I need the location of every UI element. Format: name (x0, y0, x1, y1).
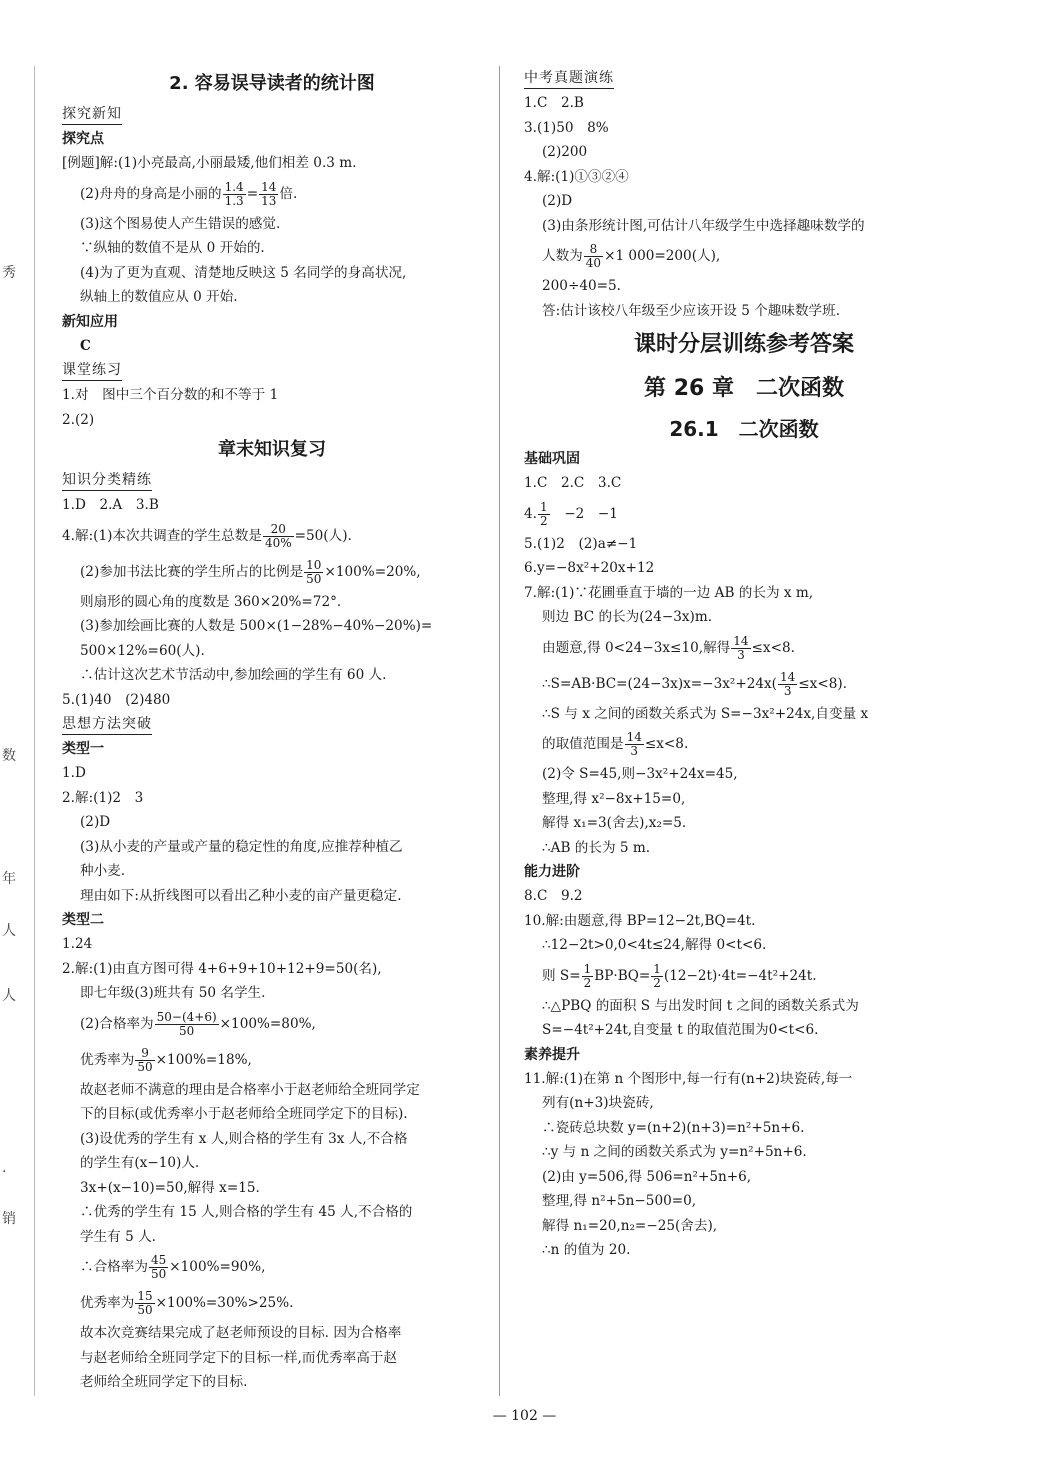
answer-line: 的学生有(x−10)人. (80, 1155, 200, 1171)
answer-line: (2)D (80, 814, 111, 830)
answer-line: 4.解:(1)本次共调查的学生总数是 $\frac{20}{40\%}$ =50(人). (62, 521, 352, 550)
margin-char: 人 (2, 988, 16, 1004)
answer-line: 2.(2) (62, 411, 95, 428)
answer-line: 1.24 (62, 936, 93, 952)
answer-line: 500×12%=60(人). (80, 642, 205, 659)
answer-line: 1.C 2.B (524, 95, 584, 111)
answer-line: 老师给全班同学定下的目标. (80, 1374, 248, 1390)
column-divider (499, 66, 500, 1396)
answer-line: (3)由条形统计图,可估计八年级学生中选择趣味数学的 (542, 217, 865, 234)
margin-char: 年 (2, 871, 16, 887)
answer-line: [例题]解:(1)小亮最高,小丽最矮,他们相差 0.3 m. (62, 155, 357, 171)
margin-char: 人 (2, 923, 16, 939)
answer-line: (2)令 S=45,则−3x²+24x=45, (542, 766, 738, 782)
left-margin-rule (34, 66, 35, 1396)
fraction: $\frac{8}{40}$ (585, 242, 602, 270)
answer-line: 下的目标(或优秀率小于赵老师给全班同学定下的目标). (80, 1106, 408, 1122)
answer-line: 8.C 9.2 (524, 888, 583, 904)
answer-line: (3)从小麦的产量或产量的稳定性的角度,应推荐种植乙 (80, 838, 403, 855)
margin-char: 秀 (2, 265, 16, 281)
answer-line: 学生有 5 人. (80, 1228, 156, 1245)
answer-line: 3.(1)50 8% (524, 119, 609, 136)
answer-line: 1.D (62, 765, 86, 781)
answer-line: 3x+(x−10)=50,解得 x=15. (80, 1179, 260, 1196)
answer-line: 1.C 2.C 3.C (524, 475, 622, 491)
advance-label: 能力进阶 (524, 864, 580, 880)
answer-line: (3)参加绘画比赛的人数是 500×(1−28%−40%−20%)= (80, 618, 433, 634)
answer-line: ∴估计这次艺术节活动中,参加绘画的学生有 60 人. (80, 667, 387, 683)
answer-line: 故本次竞赛结果完成了赵老师预设的目标. 因为合格率 (80, 1325, 402, 1341)
answer-line: (2)合格率为 $\frac{50-(4+6)}{50}$ ×100%=80%, (80, 1009, 316, 1038)
answer-line: C (80, 337, 91, 354)
exam-label: 中考真题演练 (524, 68, 614, 89)
answer-line: (2)由 y=506,得 506=n²+5n+6, (542, 1168, 752, 1185)
answer-line: 1.对 图中三个百分数的和不等于 1 (62, 387, 279, 403)
answer-line: 解得 n₁=20,n₂=−25(舍去), (542, 1217, 718, 1234)
answer-line: 列有(n+3)块瓷砖, (542, 1095, 654, 1111)
answer-line: 则扇形的圆心角的度数是 360×20%=72°. (80, 593, 342, 610)
answer-line: 则边 BC 的长为(24−3x)m. (542, 609, 713, 625)
answer-line: ∴合格率为 $\frac{45}{50}$ ×100%=90%, (80, 1253, 266, 1281)
answer-line: 优秀率为 $\frac{15}{50}$ ×100%=30%>25%. (80, 1289, 294, 1317)
fraction: $\frac{14}{3}$ (626, 730, 642, 758)
answer-line: ∴n 的值为 20. (542, 1242, 631, 1258)
class-practice-label: 课堂练习 (62, 360, 122, 381)
answer-line: 纵轴上的数值应从 0 开始. (80, 289, 238, 305)
answer-line: 理由如下:从折线图可以看出乙种小麦的亩产量更稳定. (80, 887, 402, 904)
fraction: $\frac{14}{3}$ (780, 669, 796, 698)
answer-line: S=−4t²+24t,自变量 t 的取值范围为0<t<6. (542, 1022, 819, 1038)
answer-line: 种小麦. (80, 863, 126, 879)
knowledge-label: 知识分类精练 (62, 470, 152, 491)
answer-line: 4.解:(1)①③②④ (524, 168, 629, 185)
fraction: $\frac{1}{2}$ (653, 961, 661, 990)
page-number: — 102 — (492, 1408, 557, 1424)
basic-label: 基础巩固 (524, 451, 580, 467)
answer-line: 7.解:(1)∵花圃垂直于墙的一边 AB 的长为 x m, (524, 584, 814, 601)
answer-line: 2.解:(1)2 3 (62, 789, 144, 806)
type1-label: 类型一 (62, 741, 104, 757)
answer-line: ∴y 与 n 之间的函数关系式为 y=n²+5n+6. (542, 1144, 807, 1160)
fraction: $\frac{45}{50}$ (150, 1253, 167, 1281)
answer-line: ∴12−2t>0,0<4t≤24,解得 0<t<6. (542, 937, 767, 953)
fraction: $\frac{10}{50}$ (306, 557, 322, 586)
answer-line: 解得 x₁=3(舍去),x₂=5. (542, 815, 687, 831)
answer-line: 答:估计该校八年级至少应该开设 5 个趣味数学班. (542, 302, 841, 319)
big-title: 课时分层训练参考答案 (633, 332, 854, 357)
answer-line: 则 S= $\frac{1}{2}$ BP·BQ= $\frac{1}{2}$ (12−2t)·4t=−4t²+24t. (542, 961, 817, 990)
answer-line: ∴瓷砖总块数 y=(n+2)(n+3)=n²+5n+6. (542, 1119, 805, 1136)
answer-line: 4. $\frac{1}{2}$ −2 −1 (524, 499, 618, 528)
fraction: $\frac{1.4}{1.3}$ (224, 179, 244, 208)
answer-line: 2.解:(1)由直方图可得 4+6+9+10+12+9=50(名), (62, 960, 382, 977)
answer-line: (2)200 (542, 144, 588, 160)
fraction: $\frac{9}{50}$ (137, 1045, 153, 1074)
fraction: $\frac{1}{2}$ (539, 499, 548, 528)
answer-line: ∴AB 的长为 5 m. (542, 839, 651, 856)
answer-line: 的取值范围是 $\frac{14}{3}$ ≤x<8. (542, 730, 689, 758)
new-apply-label: 新知应用 (62, 313, 118, 330)
fraction: $\frac{20}{40\%}$ (264, 521, 292, 550)
fraction: $\frac{14}{13}$ (261, 179, 277, 208)
answer-line: 与赵老师给全班同学定下的目标一样,而优秀率高于赵 (80, 1349, 397, 1366)
method-label: 思想方法突破 (62, 714, 152, 735)
answer-line: 整理,得 n²+5n−500=0, (542, 1193, 697, 1209)
answer-line: 故赵老师不满意的理由是合格率小于赵老师给全班同学定 (80, 1081, 420, 1098)
answer-line: 整理,得 x²−8x+15=0, (542, 790, 686, 807)
answer-line: 10.解:由题意,得 BP=12−2t,BQ=4t. (524, 912, 756, 929)
type2-label: 类型二 (62, 912, 104, 928)
explore-point: 探究点 (62, 131, 104, 147)
section-title: 2. 容易误导读者的统计图 (169, 73, 375, 94)
answer-line: ∴△PBQ 的面积 S 与出发时间 t 之间的函数关系式为 (542, 997, 859, 1014)
left-column (62, 66, 482, 1395)
answer-line: 由题意,得 0<24−3x≤10,解得 $\frac{14}{3}$ ≤x<8. (542, 633, 795, 662)
margin-char: 数 (2, 748, 16, 764)
explore-label: 探究新知 (62, 104, 122, 125)
answer-line: 优秀率为 $\frac{9}{50}$ ×100%=18%, (80, 1045, 252, 1074)
answer-line: 11.解:(1)在第 n 个图形中,每一行有(n+2)块瓷砖,每一 (524, 1070, 853, 1087)
review-title: 章末知识复习 (218, 439, 326, 460)
answer-line: ∵纵轴的数值不是从 0 开始的. (80, 240, 265, 256)
answer-line: 5.(1)2 (2)a≠−1 (524, 535, 638, 552)
answer-line: (2)舟舟的身高是小丽的 $\frac{1.4}{1.3}$ = $\frac{14}{13}$ 倍. (80, 179, 298, 208)
margin-char: 销 (2, 1211, 16, 1227)
right-column (524, 66, 964, 1263)
chapter-title: 第 26 章 二次函数 (644, 376, 844, 401)
answer-line: 人数为 $\frac{8}{40}$ ×1 000=200(人), (542, 242, 721, 270)
answer-line: ∴优秀的学生有 15 人,则合格的学生有 45 人,不合格的 (80, 1204, 413, 1220)
answer-line: ∴S 与 x 之间的函数关系式为 S=−3x²+24x,自变量 x (542, 705, 869, 722)
answer-line: 即七年级(3)班共有 50 名学生. (80, 985, 266, 1001)
fraction: $\frac{1}{2}$ (583, 961, 592, 990)
fraction: $\frac{50-(4+6)}{50}$ (156, 1009, 217, 1038)
fraction: $\frac{15}{50}$ (137, 1289, 153, 1317)
answer-line: (3)设优秀的学生有 x 人,则合格的学生有 3x 人,不合格 (80, 1130, 408, 1147)
answer-line: (4)为了更为直观、清楚地反映这 5 名同学的身高状况, (80, 264, 407, 281)
answer-line: ∴S=AB·BC=(24−3x)x=−3x²+24x( $\frac{14}{3}$ ≤x<8). (542, 669, 848, 698)
answer-line: 1.D 2.A 3.B (62, 497, 159, 513)
fraction: $\frac{14}{3}$ (733, 633, 749, 662)
answer-line: (3)这个图易使人产生错误的感觉. (80, 215, 281, 232)
literacy-label: 素养提升 (524, 1046, 580, 1063)
answer-line: 5.(1)40 (2)480 (62, 691, 171, 708)
answer-line: (2)D (542, 193, 573, 209)
section-heading: 26.1 二次函数 (669, 417, 819, 441)
answer-line: (2)参加书法比赛的学生所占的比例是 $\frac{10}{50}$ ×100%=20%, (80, 557, 421, 586)
answer-line: 200÷40=5. (542, 278, 621, 294)
margin-char: . (2, 1160, 7, 1176)
answer-line: 6.y=−8x²+20x+12 (524, 560, 655, 576)
